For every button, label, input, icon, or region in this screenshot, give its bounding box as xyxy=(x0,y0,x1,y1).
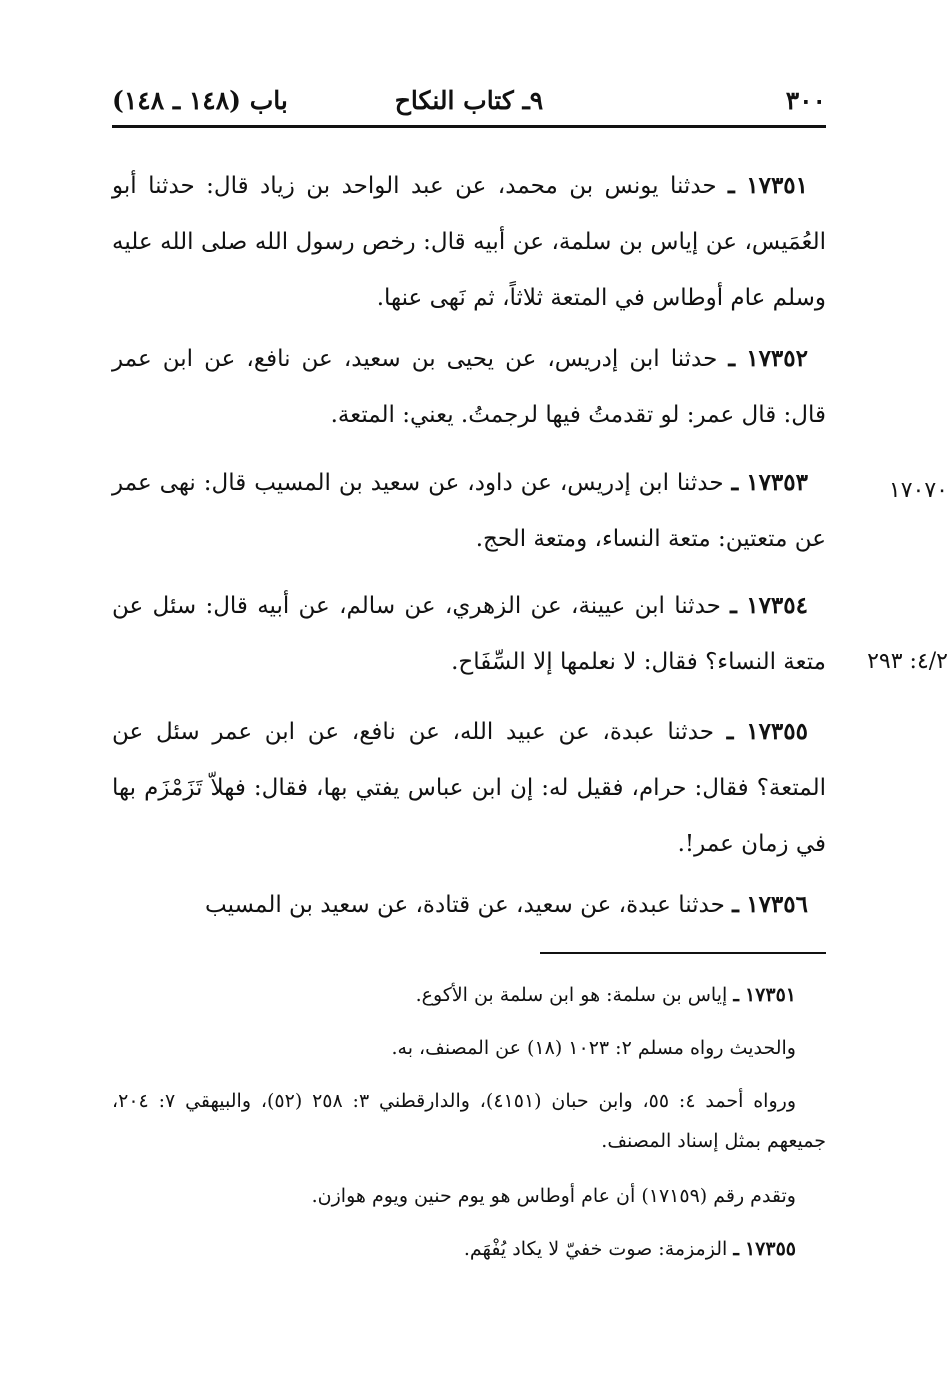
header-divider xyxy=(112,125,826,128)
footnote: ١٧٣٥٥ ـ الزمزمة: صوت خفيّ لا يكاد يُفْهَم. xyxy=(112,1229,826,1269)
chapter-range: باب (١٤٨ ـ ١٤٨) xyxy=(112,86,288,115)
margin-reference: ٤/٢: ٢٩٣ xyxy=(867,649,948,674)
footnote: ١٧٣٥١ ـ إياس بن سلمة: هو ابن سلمة بن الأكوع. xyxy=(112,975,826,1015)
hadith-17353: ١٧٣٥٣ ـ حدثنا ابن إدريس، عن داود، عن سعيد بن المسيب قال: نهى عمر عن متعتين: متعة النساء، ومتعة الحج. xyxy=(112,469,826,552)
hadith-text: حدثنا عبدة، عن سعيد، عن قتادة، عن سعيد بن المسيب xyxy=(205,892,725,918)
footnote-text: وتقدم رقم (١٧١٥٩) أن عام أوطاس هو يوم حنين ويوم هوازن. xyxy=(311,1185,796,1207)
hadith-text: حدثنا ابن عيينة، عن الزهري، عن سالم، عن أبيه قال: سئل عن متعة النساء؟ فقال: لا نعلمها إلا السِّفَاح. xyxy=(112,593,826,675)
page-header xyxy=(112,80,826,124)
hadith-17351: ١٧٣٥١ ـ حدثنا يونس بن محمد، عن عبد الواحد بن زياد قال: حدثنا أبو العُمَيس، عن إياس بن سلمة، عن أبيه قال: رخص رسول الله صلى الله عليه وسلم عام أوطاس في المتعة ثلاثاً، ثم نَهى عنها. xyxy=(112,172,826,311)
hadith-17354: ١٧٣٥٤ ـ حدثنا ابن عيينة، عن الزهري، عن سالم، عن أبيه قال: سئل عن متعة النساء؟ فقال: لا نعلمها إلا السِّفَاح. xyxy=(112,592,826,675)
page-number: ٣٠٠ xyxy=(785,86,826,115)
hadith-17355: ١٧٣٥٥ ـ حدثنا عبدة، عن عبيد الله، عن نافع، عن ابن عمر سئل عن المتعة؟ فقال: حرام، فقيل له: إن ابن عباس يفتي بها، فقال: فهلاّ تَزَمْزَم بها في زمان عمر!. xyxy=(112,718,826,857)
hadith-number: ١٧٣٥١ xyxy=(746,172,809,199)
footnote-number: ١٧٣٥٥ xyxy=(744,1238,796,1260)
footnote-text: الزمزمة: صوت خفيّ لا يكاد يُفْهَم. xyxy=(463,1238,728,1260)
margin-reference: ١٧٠٧٠ xyxy=(888,478,948,503)
hadith-text: حدثنا ابن إدريس، عن داود، عن سعيد بن المسيب قال: نهى عمر عن متعتين: متعة النساء، ومتعة الحج. xyxy=(112,470,826,552)
footnote xyxy=(112,1081,826,1161)
book-title: ٩ـ كتاب النكاح xyxy=(394,86,544,115)
footnote-text: والحديث رواه مسلم ٢: ١٠٢٣ (١٨) عن المصنف، به. xyxy=(391,1037,796,1059)
hadith-number: ١٧٣٥٣ xyxy=(746,469,808,496)
footnote-text: ورواه أحمد ٤: ٥٥، وابن حبان (٤١٥١)، والدارقطني ٣: ٢٥٨ (٥٢)، والبيهقي ٧: ٢٠٤، جميعهم بمثل إسناد المصنف. xyxy=(112,1090,826,1152)
footnote xyxy=(112,1176,826,1216)
hadith-17356: ١٧٣٥٦ ـ حدثنا عبدة، عن سعيد، عن قتادة، عن سعيد بن المسيب xyxy=(112,877,826,933)
hadith-17352: ١٧٣٥٢ ـ حدثنا ابن إدريس، عن يحيى بن سعيد، عن نافع، عن ابن عمر قال: قال عمر: لو تقدمتُ فيها لرجمتُ. يعني: المتعة. xyxy=(112,345,826,428)
hadith-number: ١٧٣٥٥ xyxy=(746,718,808,745)
footnote xyxy=(112,1028,826,1068)
hadith-number: ١٧٣٥٢ xyxy=(746,345,808,372)
footnote-text: إياس بن سلمة: هو ابن سلمة بن الأكوع. xyxy=(415,984,728,1006)
hadith-text: حدثنا عبدة، عن عبيد الله، عن نافع، عن ابن عمر سئل عن المتعة؟ فقال: حرام، فقيل له: إن ابن عباس يفتي بها، فقال: فهلاّ تَزَمْزَم بها في زمان عمر!. xyxy=(112,719,826,857)
footnote-number: ١٧٣٥١ xyxy=(744,984,796,1006)
hadith-number: ١٧٣٥٦ xyxy=(746,891,808,918)
hadith-number: ١٧٣٥٤ xyxy=(746,592,808,619)
hadith-text: حدثنا ابن إدريس، عن يحيى بن سعيد، عن نافع، عن ابن عمر قال: قال عمر: لو تقدمتُ فيها لرجمتُ. يعني: المتعة. xyxy=(112,346,826,428)
footnote-divider xyxy=(540,952,826,954)
hadith-text: حدثنا يونس بن محمد، عن عبد الواحد بن زياد قال: حدثنا أبو العُمَيس، عن إياس بن سلمة، عن أبيه قال: رخص رسول الله صلى الله عليه وسلم عام أوطاس في المتعة ثلاثاً، ثم نَهى عنها. xyxy=(112,173,826,311)
